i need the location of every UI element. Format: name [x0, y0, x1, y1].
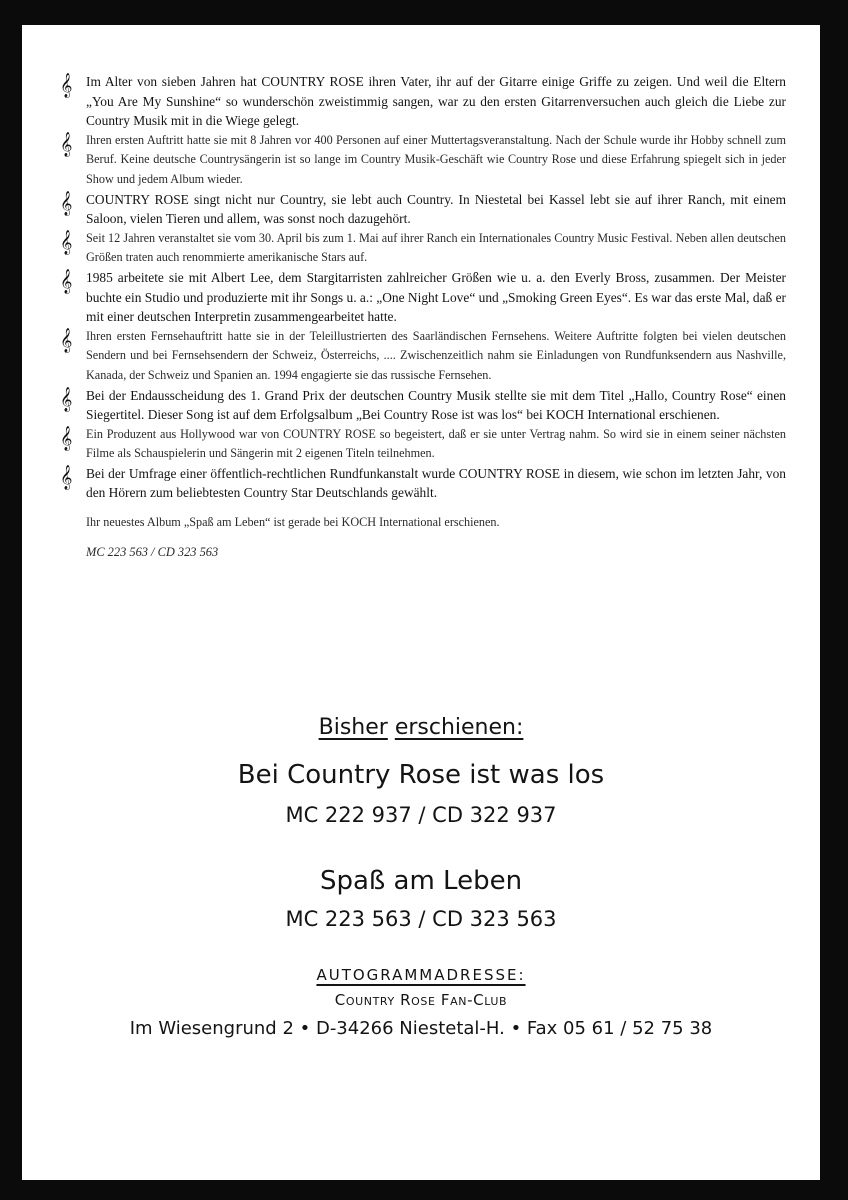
- bio-paragraph-text: Ein Produzent aus Hollywood war von COUNTRY ROSE so begeistert, daß er sie unter Vertrag nahm. So wird sie in einem seiner nächsten Filme als Schauspielerin und Sängerin mit 2 eigenen Titeln teilnehmen.: [86, 426, 786, 461]
- bio-paragraph-text: Im Alter von sieben Jahren hat COUNTRY ROSE ihren Vater, ihr auf der Gitarre einige Griffe zu zeigen. Und weil die Eltern „You Are My Sunshine“ so wunderschön zweistimmig sangen, war zu den ersten Gitarrenversuchen auch gleich die Liebe zur Country Musik mit in die Wiege gelegt.: [86, 74, 786, 129]
- treble-clef-icon: 𝄞: [60, 131, 73, 156]
- fan-club-name: Country Rose Fan-Club: [334, 991, 508, 1009]
- discography-heading: [22, 715, 820, 740]
- album-catalog-codes: MC 223 563 / CD 323 563: [285, 907, 557, 931]
- bio-paragraph-text: Seit 12 Jahren veranstaltet sie vom 30. April bis zum 1. Mai auf ihrer Ranch ein Internationales Country Music Festival. Neben allen deutschen Größen traten auch renommierte amerikanische Stars auf.: [86, 230, 786, 265]
- address-heading: [22, 966, 820, 984]
- treble-clef-icon: 𝄞: [60, 229, 73, 254]
- bio-paragraph: [60, 229, 786, 268]
- biography-section: [60, 72, 786, 560]
- treble-clef-icon: 𝄞: [60, 386, 73, 411]
- treble-clef-icon: 𝄞: [60, 73, 73, 97]
- bio-paragraph: [60, 131, 786, 190]
- latest-album-note: Ihr neuestes Album „Spaß am Leben“ ist gerade bei KOCH International erschienen.: [86, 515, 500, 530]
- treble-clef-icon: 𝄞: [60, 190, 73, 215]
- bio-paragraph: [60, 464, 786, 503]
- album-catalog-codes: MC 222 937 / CD 322 937: [285, 803, 557, 827]
- bio-paragraph-text: COUNTRY ROSE singt nicht nur Country, sie lebt auch Country. In Niestetal bei Kassel lebt sie auf ihrer Ranch, mit einem Saloon, vielen Tieren und allem, was sonst noch dazugehört.: [86, 191, 786, 227]
- bio-paragraph-text: 1985 arbeitete sie mit Albert Lee, dem Stargitarristen zahlreicher Größen wie u. a. den Everly Bross, zusammen. Der Meister buchte ein Studio und produzierte mit ihr Songs u. a.: „One Night Love“ und „Smoking Green Eyes“. Es war das erste Mal, daß er mit einer deutschen Interpretin zusammengearbeitet hatte.: [86, 269, 786, 325]
- bio-paragraph: [60, 386, 786, 425]
- treble-clef-icon: 𝄞: [60, 327, 73, 352]
- treble-clef-icon: 𝄞: [60, 268, 73, 293]
- bio-paragraph-text: Ihren ersten Fernsehauftritt hatte sie in der Teleillustrierten des Saarländischen Fernsehens. Weitere Auftritte folgten bei vielen deutschen Sendern und bei Fernsehsendern der Schweiz, Österreichs, .... Zwischenzeitlich nahm sie Einladungen von Rundfunksendern aus Nashville, Kanada, der Schweiz und Spanien an. 1994 engagierte sie das russische Fernsehen.: [86, 328, 786, 382]
- discography-heading-word: Bisher: [318, 715, 388, 740]
- bio-paragraph: [60, 327, 786, 386]
- bio-paragraph-text: Bei der Umfrage einer öffentlich-rechtlichen Rundfunkanstalt wurde COUNTRY ROSE in diesem, wie schon im letzten Jahr, von den Hörern zum beliebtesten Country Star Deutschlands gewählt.: [86, 465, 786, 501]
- treble-clef-icon: 𝄞: [60, 464, 73, 489]
- bio-paragraph: [60, 190, 786, 229]
- bio-paragraph: [60, 268, 786, 327]
- bio-paragraph-text: Bei der Endausscheidung des 1. Grand Prix der deutschen Country Musik stellte sie mit dem Titel „Hallo, Country Rose“ einen Siegertitel. Dieser Song ist auf dem Erfolgsalbum „Bei Country Rose ist was los“ bei KOCH International erschienen.: [86, 387, 786, 423]
- bio-paragraph: [60, 425, 786, 464]
- discography-heading-word: erschienen:: [394, 715, 524, 740]
- flyer-page: [22, 25, 820, 1180]
- album-title: Bei Country Rose ist was los: [237, 760, 605, 790]
- treble-clef-icon: 𝄞: [60, 425, 73, 450]
- bio-paragraph-text: Ihren ersten Auftritt hatte sie mit 8 Jahren vor 400 Personen auf einer Muttertagsveranstaltung. Nach der Schule wurde ihr Hobby schnell zum Beruf. Keine deutsche Countrysängerin ist so lange im Country Musik-Geschäft wie Country Rose und diese Erfahrung spiegelt sich in jeder Show und jedem Album wieder.: [86, 132, 786, 186]
- address-line: Im Wiesengrund 2 • D-34266 Niestetal-H. • Fax 05 61 / 52 75 38: [129, 1018, 713, 1039]
- bio-paragraph: [60, 72, 786, 131]
- album-title: Spaß am Leben: [319, 866, 523, 896]
- address-heading-text: AUTOGRAMMADRESSE:: [316, 966, 526, 984]
- catalog-number: MC 223 563 / CD 323 563: [86, 545, 219, 560]
